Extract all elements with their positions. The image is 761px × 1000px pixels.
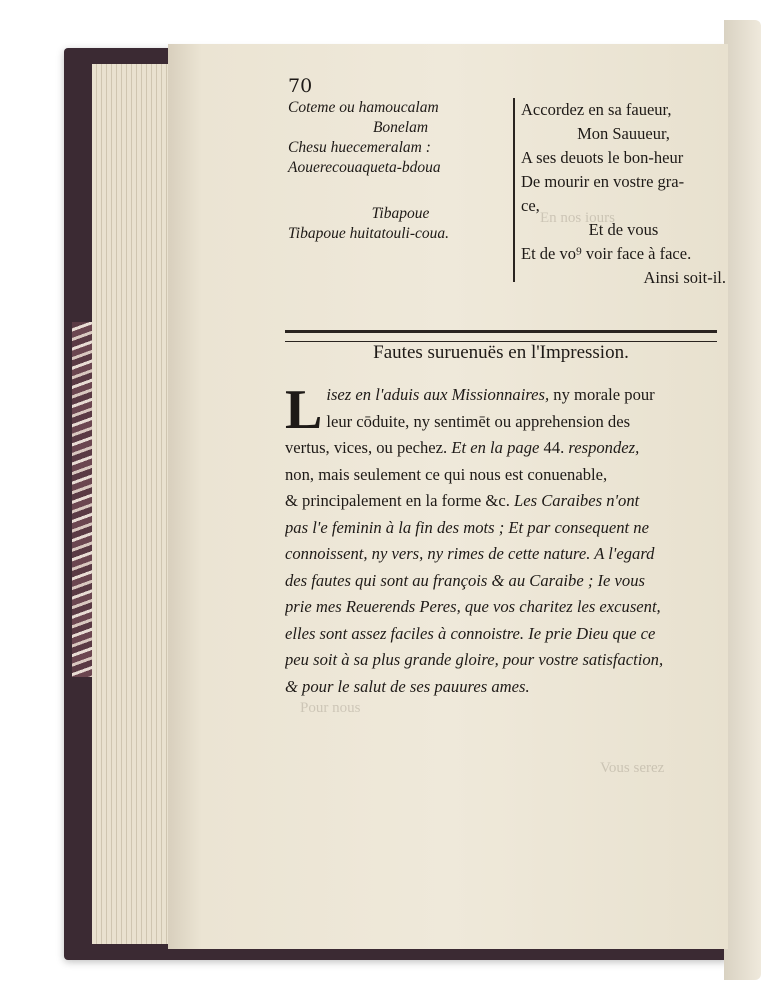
errata-line [285,568,717,595]
errata-segment: prie mes Reuerends Peres, que vos charitez les excusent, [285,597,661,616]
errata-heading: Fautes suruenuës en l'Impression. [373,342,629,363]
french-line: Et de vous [588,220,659,239]
errata-segment: connoissent, ny vers, ny rimes de cette nature. A l'egard [285,544,655,563]
facing-page-edge [724,20,761,980]
errata-segment: pas l'e feminin à la fin des mots ; Et par consequent ne [285,517,649,537]
errata-line [326,409,717,436]
errata-segment: isez en l'aduis aux Missionnaires, [326,385,550,404]
errata-segment: & principalement en la forme &c. [285,491,514,510]
french-line: Mon Sauueur, [577,124,670,143]
errata-line [285,515,717,542]
errata-line [285,674,717,701]
errata-segment: peu soit à sa plus grande gloire, pour vostre satisfaction, [285,650,664,669]
carib-line: Bonelam [372,119,429,136]
carib-line: Aouerecouaqueta-bdoua [288,159,441,176]
french-line: Ainsi soit-il. [643,268,726,287]
french-verse-column [521,98,726,290]
page-number: 70 [288,75,313,97]
errata-segment: elles sont assez faciles à connoistre. Ie prie Dieu que ce [285,623,656,643]
errata-segment: Les Caraibes n'ont [514,491,640,510]
errata-segment: leur cōduite, ny sentimēt ou apprehension des [326,411,631,431]
carib-line: Chesu huecemeralam : [288,139,431,156]
errata-segment: vertus, vices, ou pechez. [285,438,452,457]
carib-line: Coteme ou hamoucalam [288,99,439,116]
errata-line [326,382,717,409]
bleed-through: Pour nous [300,700,361,716]
errata-line [285,621,717,648]
errata-segment: non, mais seulement ce qui nous est conuenable, [285,464,608,484]
drop-cap: L [285,379,323,441]
errata-line [285,647,717,674]
errata-segment: & pour le salut de ses pauures ames. [285,676,530,696]
french-line: ce, [521,196,540,215]
errata-line [285,435,717,462]
errata-segment: Et en la page [451,438,544,457]
french-line: A ses deuots le bon-heur [521,148,684,167]
bleed-through: En nos iours [540,210,615,226]
errata-line [285,541,717,568]
errata-segment: des fautes qui sont au françois & au Caraibe ; Ie vous [285,570,645,590]
column-divider [513,98,515,282]
carib-verse-column [288,98,513,244]
section-rule [285,330,717,342]
carib-line: Tibapoue [371,205,430,222]
errata-text [285,379,717,700]
errata-line [285,462,717,489]
french-line: De mourir en vostre gra- [521,172,685,191]
errata-segment: ny morale pour [549,385,655,404]
errata-segment: 44. [543,438,565,457]
errata-line [285,488,717,515]
errata-segment: respondez, [564,438,640,457]
french-line: Accordez en sa faueur, [521,100,672,119]
bleed-through: Vous serez [600,760,665,776]
carib-line [288,178,513,198]
carib-line: Tibapoue huitatouli-coua. [288,225,450,242]
french-line: Et de vo⁹ voir face à face. [521,244,692,263]
errata-line [285,594,717,621]
